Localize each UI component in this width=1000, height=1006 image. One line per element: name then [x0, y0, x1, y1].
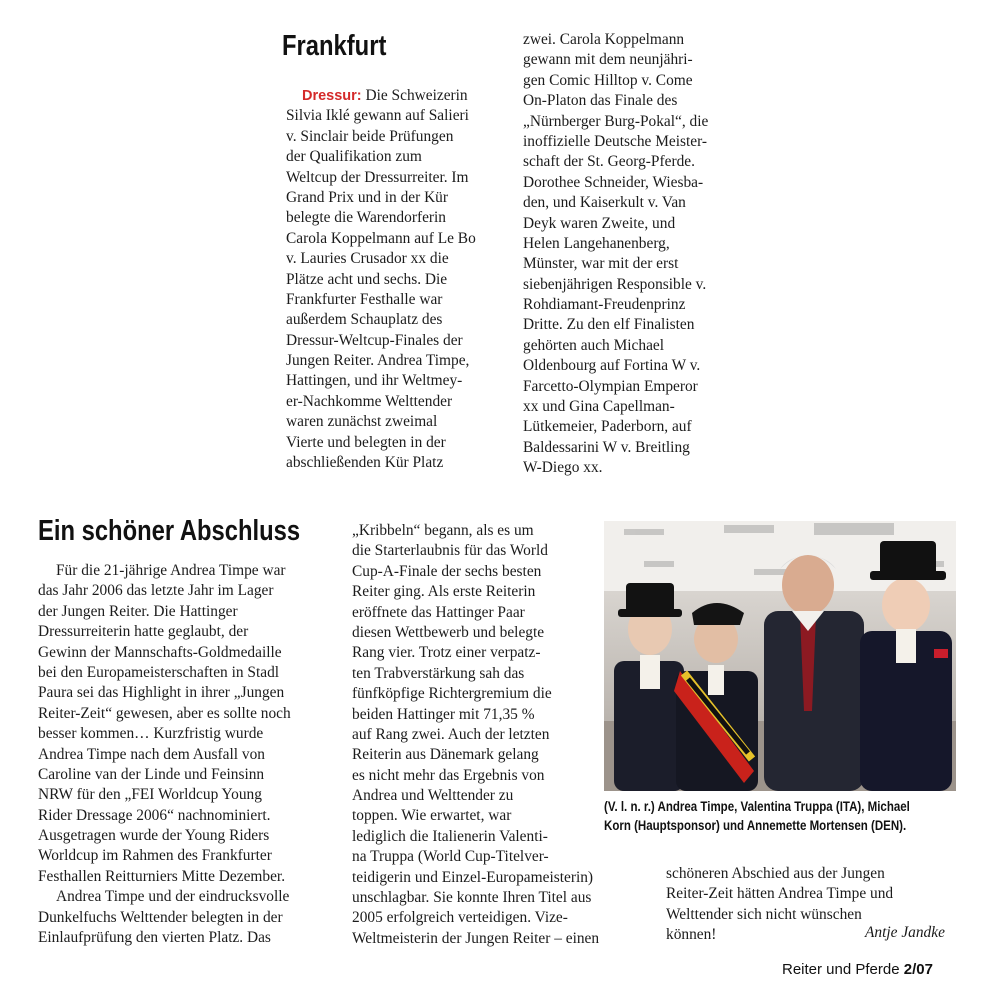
text-line: Baldessarini W v. Breitling — [523, 438, 690, 456]
text-line: inoffizielle Deutsche Meister- — [523, 132, 708, 150]
lead-label: Dressur: — [302, 88, 362, 104]
text-line: teidigerin und Einzel-Europameisterin) — [352, 868, 594, 886]
text-line: W-Diego xx. — [523, 459, 603, 477]
text-line: v. Lauries Crusador xx die — [286, 250, 449, 268]
page-footer — [782, 961, 933, 978]
text-line: Für die 21-jährige Andrea Timpe war — [56, 562, 286, 579]
text-line: Weltcup der Dressurreiter. Im — [286, 168, 469, 186]
text-line-rest: Die Schweizerin — [361, 87, 468, 104]
text-line: Paura sei das Highlight in ihrer „Jungen — [38, 684, 285, 702]
text-line: Jungen Reiter. Andrea Timpe, — [286, 352, 470, 370]
text-line: Welttender sich nicht wünschen — [666, 905, 862, 923]
photo-caption — [604, 797, 910, 835]
text-line: Weltmeisterin der Jungen Reiter – einen — [352, 929, 600, 947]
text-line: Festhallen Reitturniers Mitte Dezember. — [38, 867, 286, 885]
text-line: 2005 erfolgreich verteidigen. Vize- — [352, 909, 568, 927]
text-line: Worldcup im Rahmen des Frankfurter — [38, 847, 272, 865]
text-line: Grand Prix und in der Kür — [286, 188, 448, 206]
text-line: Reiter-Zeit hätten Andrea Timpe und — [666, 885, 894, 903]
text-line: auf Rang zwei. Auch der letzten — [352, 725, 550, 743]
text-line — [286, 86, 516, 106]
text-line: schöneren Abschied aus der Jungen — [666, 865, 885, 882]
text-line: belegte die Warendorferin — [286, 209, 447, 227]
text-line: Münster, war mit der erst — [523, 255, 679, 273]
text-line: besser kommen… Kurzfristig wurde — [38, 725, 264, 743]
text-line: Einlaufprüfung den vierten Platz. Das — [38, 929, 271, 947]
text-line: Farcetto-Olympian Emperor — [523, 377, 698, 395]
abschluss-column-2 — [352, 521, 602, 949]
text-line: Frankfurter Festhalle war — [286, 290, 443, 308]
text-line: Hattingen, und ihr Weltmey- — [286, 372, 463, 390]
text-line: Rider Dressage 2006“ nachnominiert. — [38, 806, 271, 824]
author-name: Antje Jandke — [865, 924, 945, 941]
text-line: toppen. Wie erwartet, war — [352, 807, 512, 825]
photo-illustration — [604, 521, 956, 791]
text-line: der Qualifikation zum — [286, 148, 422, 166]
section-title-frankfurt: Frankfurt — [282, 30, 387, 62]
text-line: Dritte. Zu den elf Finalisten — [523, 316, 695, 334]
text-line: NRW für den „FEI Worldcup Young — [38, 786, 262, 804]
text-line: fünfköpfige Richtergremium die — [352, 685, 552, 703]
text-line: Dorothee Schneider, Wiesba- — [523, 173, 704, 191]
caption-line: Korn (Hauptsponsor) und Annemette Mortensen (DEN). — [604, 818, 907, 833]
text-line: es nicht mehr das Ergebnis von — [352, 766, 545, 784]
text-line: Andrea und Welttender zu — [352, 787, 514, 805]
text-line: können! — [666, 926, 717, 944]
caption-line: (V. l. n. r.) Andrea Timpe, Valentina Truppa (ITA), Michael — [604, 799, 910, 814]
text-line: Rohdiamant-Freudenprinz — [523, 296, 686, 314]
text-line: den, und Kaiserkult v. Van — [523, 194, 686, 212]
text-line: gehörten auch Michael — [523, 336, 665, 354]
text-line: Reiterin aus Dänemark gelang — [352, 746, 539, 764]
text-line: Cup-A-Finale der sechs besten — [352, 562, 542, 580]
text-line: ten Trabverstärkung sah das — [352, 664, 525, 682]
text-line: na Truppa (World Cup-Titelver- — [352, 848, 549, 866]
text-line: der Jungen Reiter. Die Hattinger — [38, 602, 238, 620]
text-line: bei den Europameisterschaften in Stadl — [38, 663, 280, 681]
text-line: gewann mit dem neunjähri- — [523, 51, 693, 69]
text-line: gen Comic Hilltop v. Come — [523, 71, 693, 89]
magazine-name: Reiter und Pferde — [782, 961, 904, 978]
text-line: abschließenden Kür Platz — [286, 454, 444, 472]
text-line: Andrea Timpe nach dem Ausfall von — [38, 745, 265, 763]
text-line: „Kribbeln“ begann, als es um — [352, 522, 534, 539]
issue-number: 2/07 — [903, 961, 933, 978]
text-line: siebenjährigen Responsible v. — [523, 275, 707, 293]
photo-riders — [604, 521, 956, 791]
text-line: Reiter ging. Als erste Reiterin — [352, 583, 536, 601]
section-title-abschluss: Ein schöner Abschluss — [38, 515, 301, 547]
text-line: Dunkelfuchs Welttender belegten in der — [38, 908, 283, 926]
text-line: xx und Gina Capellman- — [523, 398, 675, 416]
text-line: „Nürnberger Burg-Pokal“, die — [523, 112, 709, 130]
text-line: Plätze acht und sechs. Die — [286, 270, 448, 288]
text-line: diesen Wettbewerb und belegte — [352, 623, 545, 641]
text-line: Reiter-Zeit“ gewesen, aber es sollte noch — [38, 704, 291, 722]
text-line: Helen Langehanenberg, — [523, 234, 670, 252]
text-line: unschlagbar. Sie konnte Ihren Titel aus — [352, 889, 592, 907]
text-line: Dressurreiterin hatte geglaubt, der — [38, 623, 249, 641]
text-line: schaft der St. Georg-Pferde. — [523, 153, 695, 171]
text-line: außerdem Schauplatz des — [286, 311, 443, 329]
text-line: Caroline van der Linde und Feinsinn — [38, 765, 265, 783]
text-line: Carola Koppelmann auf Le Bo — [286, 229, 476, 247]
abschluss-column-1 — [38, 561, 338, 948]
text-line: Silvia Iklé gewann auf Salieri — [286, 107, 469, 125]
text-line: das Jahr 2006 das letzte Jahr im Lager — [38, 582, 274, 600]
text-line: Vierte und belegten in der — [286, 433, 446, 451]
text-line: On-Platon das Finale des — [523, 92, 678, 110]
text-line: Oldenbourg auf Fortina W v. — [523, 357, 701, 375]
text-line: Rang vier. Trotz einer verpatz- — [352, 644, 541, 662]
text-line: v. Sinclair beide Prüfungen — [286, 127, 454, 145]
text-line: zwei. Carola Koppelmann — [523, 31, 685, 48]
frankfurt-column-1 — [286, 86, 516, 473]
text-line: lediglich die Italienerin Valenti- — [352, 827, 548, 845]
frankfurt-column-2 — [523, 30, 753, 479]
text-line: waren zunächst zweimal — [286, 413, 438, 431]
text-line: Lütkemeier, Paderborn, auf — [523, 418, 692, 436]
text-line: beiden Hattinger mit 71,35 % — [352, 705, 535, 723]
text-line: eröffnete das Hattinger Paar — [352, 603, 525, 621]
text-line: Gewinn der Mannschafts-Goldmedaille — [38, 643, 282, 661]
text-line: Deyk waren Zweite, und — [523, 214, 676, 232]
text-line: Dressur-Weltcup-Finales der — [286, 331, 463, 349]
text-line: die Starterlaubnis für das World — [352, 542, 548, 560]
text-line: er-Nachkomme Welttender — [286, 392, 453, 410]
text-line: Ausgetragen wurde der Young Riders — [38, 827, 270, 845]
text-line: Andrea Timpe und der eindrucksvolle — [56, 888, 290, 906]
